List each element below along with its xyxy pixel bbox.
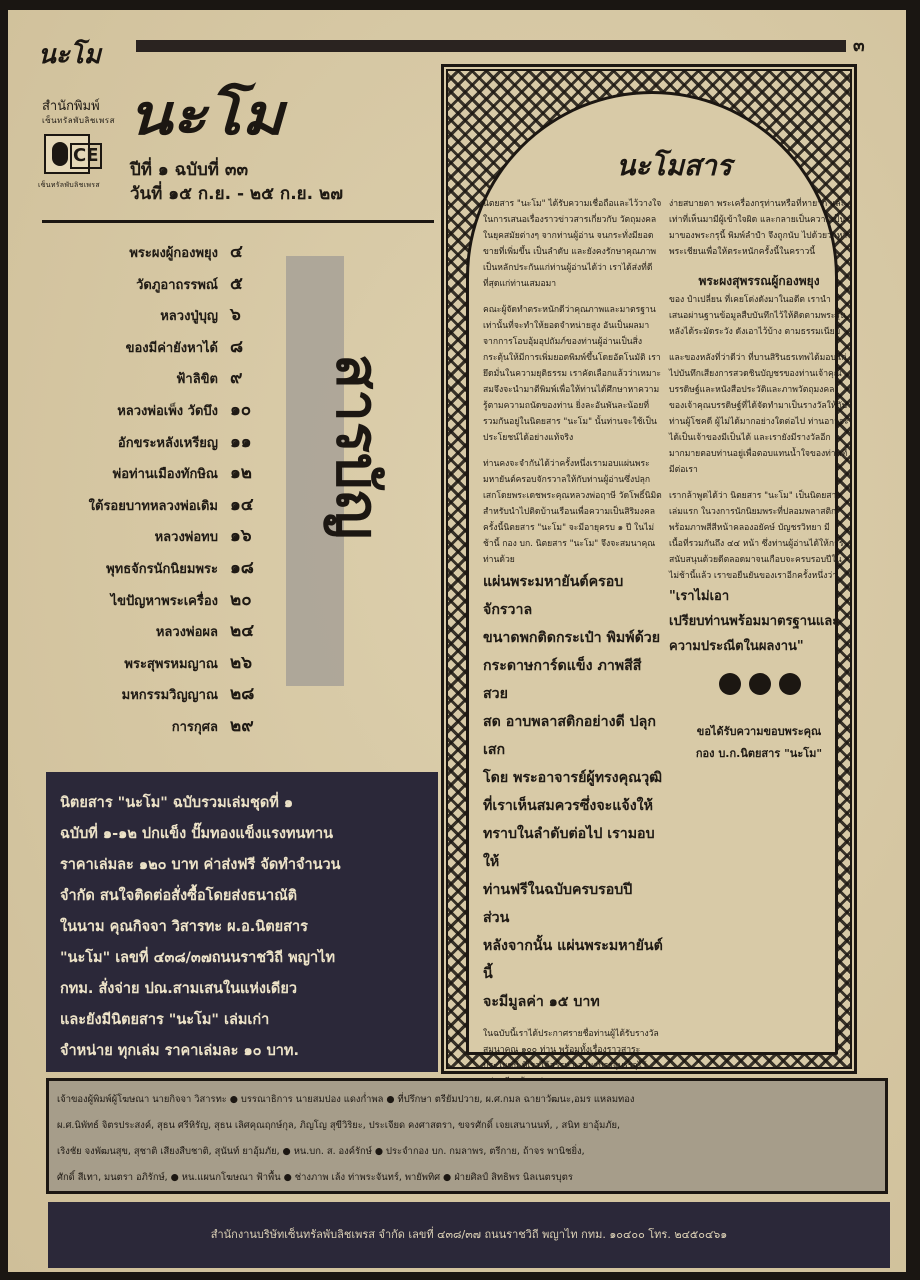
- toc-row[interactable]: [54, 459, 264, 491]
- editorial-paragraph: คณะผู้จัดทำตระหนักดีว่าคุณภาพและมาตรฐานเท่านั้นที่จะทำให้ยอดจำหน่ายสูง อันเป็นผลมาจากการโอบอุ้มอุปถัมภ์ของท่านผู้อ่านเป็นสิ่งกระตุ้นให้มีการเพิ่มยอดพิมพ์ขึ้นโดยอัตโนมัติ เรายึดมั่นในความยุติธรรม เราคัดเลือกแล้วว่าเหมาะสมจึงจะนำมาตีพิมพ์เพื่อให้ท่านได้ศึกษาหาความรู้ตามความถนัดของท่าน ยิ่งละอันพันละน้อยที่รวมกันอยู่ในนิตยสาร "นะโม" นั้นท่านจะใช้เป็นประโยชน์ได้อย่างแท้จริง: [483, 305, 662, 443]
- toc-page: ๒๘: [230, 684, 255, 705]
- toc-title: ของมีค่ายังหาได้: [125, 340, 218, 356]
- highlight-line: ทราบในลำดับต่อไป เรามอบให้: [483, 826, 655, 870]
- highlight-line: สด อาบพลาสติกอย่างดี ปลุกเสก: [483, 714, 656, 758]
- credits-line: ผ.ศ.นิพัทธ์ จิตรประสงค์, สุธน ศรีหิรัญ, สุธน เลิศคุณฤกษ์กุล, ภิญโญ สุขีวิริยะ, ประเจียด คงศาสตรา, ขจรศักดิ์ เจยเสนานนท์, , สนิท ยาอุ้มภัย,: [57, 1120, 620, 1131]
- logo-caption: เซ็นทรัลพับลิชเพรส: [38, 181, 100, 189]
- offer-line: ราคาเล่มละ ๑๒๐ บาท ค่าส่งฟรี จัดทำจำนวน: [60, 857, 341, 873]
- staff-credits: [46, 1078, 888, 1194]
- toc-title: ใต้รอยบาทหลวงพ่อเดิม: [88, 498, 218, 514]
- toc-title: ฟ้าลิขิต: [176, 372, 218, 388]
- toc-row[interactable]: [54, 396, 264, 428]
- highlight-line: โดย พระอาจารย์ผู้ทรงคุณวุฒิ: [483, 770, 663, 786]
- pledge-line: "เราไม่เอา: [669, 589, 730, 604]
- offer-line: จำหน่าย ทุกเล่ม ราคาเล่มละ ๑๐ บาท.: [60, 1043, 299, 1059]
- issue-info: [130, 158, 343, 206]
- pledge-line: ความประณีตในผลงาน": [669, 639, 804, 654]
- editorial-paragraph: และของหลังที่ว่าดีว่า ที่บานสิรินธรเทพได้มอบแก่ไปบันทึกเสียงการสวดชินบัญชรของท่านเจ้าคุณ บรรดิษฐ์และหนังสือประวัติและภาพวัตถุมงคลของเจ้าคุณบรรดิษฐ์ที่ได้จัดทำมาเป็นรางวัลให้กับท่านผู้โชคดี ผู้ไม่ได้มากอย่างใดต่อไป ท่านอาจจะได้เป็นเจ้าของมีเป็นได้ และเรายังมีรางวัลอีกมากมายตอบท่านอยู่เพื่อตอบแทนน้ำใจของท่านที่มีต่อเรา: [669, 353, 849, 475]
- highlight-line: แผ่นพระมหายันต์ครอบจักรวาล: [483, 574, 624, 618]
- toc-page: ๘: [230, 336, 244, 357]
- toc-title: ไขปัญหาพระเครื่อง: [110, 593, 218, 609]
- toc-row[interactable]: [54, 301, 264, 333]
- publisher-logo: [44, 134, 99, 174]
- toc-page: ๙: [230, 368, 243, 389]
- publisher-line-1: สำนักพิมพ์: [42, 99, 100, 114]
- editorial-right-column: [669, 196, 849, 765]
- editorial-box: [441, 64, 857, 1074]
- toc-title: การกุศล: [171, 719, 218, 735]
- toc-title: มหกรรมวิญญาณ: [121, 688, 218, 704]
- magazine-page: [8, 10, 906, 1272]
- editorial-title: นะโมสาร: [616, 149, 732, 182]
- highlight-line: จะมีมูลค่า ๑๕ บาท: [483, 994, 600, 1010]
- editorial-left-column: [483, 196, 663, 1090]
- editorial-highlight: [483, 568, 663, 1016]
- running-head-brand: นะโม: [38, 40, 101, 70]
- toc-page: ๔: [230, 242, 243, 262]
- publisher-line-2: เซ็นทรัลพับลิชเพรส: [42, 116, 115, 125]
- toc-row[interactable]: [54, 238, 264, 270]
- ornamental-border: [446, 69, 852, 1069]
- editorial-paragraph: ของ ป๋าเปลี่ยน ที่เคยโด่งดังมาในอดีต เรานำเสนอผ่านฐานข้อมูลสืบบันทึกไว้ให้ติดตามพระรุ่นหลังได้ระมัดระวัง ดังเอาไว้บ้าง ตามธรรมเนียม: [669, 295, 846, 337]
- editorial-arch: [466, 91, 849, 1071]
- offer-line: และยังมีนิตยสาร "นะโม" เล่มเก่า: [60, 1012, 270, 1028]
- signoff-line-2: กอง บ.ก.นิตยสาร "นะโม": [695, 747, 823, 760]
- offer-line: ฉบับที่ ๑-๑๒ ปกแข็ง ปั๊มทองแข็งแรงทนทาน: [60, 826, 334, 842]
- toc-row[interactable]: [54, 333, 264, 365]
- highlight-line: ท่านฟรีในฉบับครบรอบปี ส่วน: [483, 882, 633, 926]
- toc-row[interactable]: [54, 617, 264, 649]
- toc-page: ๑๑: [230, 431, 252, 452]
- offer-line: กทม. สั่งจ่าย ปณ.สามเสนในแห่งเดียว: [60, 981, 297, 997]
- toc-page: ๑๘: [230, 557, 254, 578]
- highlight-line: ขนาดพกติดกระเป๋า พิมพ์ด้วย: [483, 630, 661, 646]
- date-line: วันที่ ๑๕ ก.ย. - ๒๕ ก.ย. ๒๗: [130, 184, 343, 204]
- toc-title: หลวงพ่อทบ: [154, 530, 218, 546]
- editorial-paragraph: เรากล้าพูดได้ว่า นิตยสาร "นะโม" เป็นนิตยสารเล่มแรก ในวงการนักนิยมพระที่ปลอมพลาสติก พร้อมภาพสีสีหน้าคลองอยัคษ์ บัญชรวิทยา มีเนื้อที่รวมกันถึง ๔๔ หน้า ซึ่งท่านผู้อ่านได้ให้การสนับสนุนด้วยดีตลอดมาจนเกือบจะครบรอบปีในไม่ช้านี้แล้ว เราขอยืนยันของเราอีกครั้งหนึ่งว่า: [669, 491, 844, 581]
- editorial-paragraph: ในฉบับนี้เราได้ประกาศรายชื่อท่านผู้ได้รับรางวัลสมนาคุณ ๑๐๐ ท่าน พร้อมทั้งเรื่องราวสาระประโยชน์ ที่เราได้สรรหาเอามาบรรจุบรรจุไว้: [483, 1029, 659, 1071]
- toc-row[interactable]: [54, 554, 264, 586]
- toc-page: ๑๐: [230, 399, 252, 420]
- editorial-paragraph: นิตยสาร "นะโม" ได้รับความเชื่อถือและไว้วางใจ ในการเสนอเรื่องราวข่าวสารเกี่ยวกับ วัตถุมงคลในยุคสมัยต่างๆ จากท่านผู้อ่าน จนกระทั่งมียอดขายที่เพิ่มขึ้น เป็นลำดับ และยังคงรักษาคุณภาพเป็นหลักประกันแก่ท่านผู้อ่านได้ว่า เราได้ส่งที่ดีที่สุดแก่ท่านเสมอมา: [483, 199, 662, 289]
- editorial-signoff: [669, 721, 849, 765]
- toc-row[interactable]: [54, 712, 264, 744]
- toc-row[interactable]: [54, 586, 264, 618]
- masthead-title: นะโม: [128, 82, 284, 148]
- highlight-line: หลังจากนั้น แผ่นพระมหายันต์นี้: [483, 938, 663, 982]
- table-of-contents: [54, 238, 264, 744]
- toc-row[interactable]: [54, 522, 264, 554]
- toc-title: หลวงพ่อผล: [155, 625, 218, 641]
- toc-row[interactable]: [54, 428, 264, 460]
- toc-row[interactable]: [54, 649, 264, 681]
- bound-volume-offer: [46, 772, 438, 1072]
- logo-text: CE: [70, 143, 102, 169]
- editorial-paragraph: ท่านคงจะจำกันได้ว่าครั้งหนึ่งเรามอบแผ่นพระมหายันต์ครอบจักรวาลให้กับท่านผู้อ่านซึ่งปลุกเสกโดยพระเดชพระคุณหลวงพ่อฤาษี วัดโพธิ์นิมิตสำหรับนำไปติดบ้านเรือนเพื่อความเป็นสิริมงคล ครั้งนี้นิตยสาร "นะโม" จะมีอายุครบ ๑ ปี ในไม่ช้านี้ กอง บก. นิตยสาร "นะโม" จึงจะสมนาคุณท่านด้วย: [483, 459, 662, 565]
- logo-mark-icon: [52, 142, 68, 166]
- toc-title: วัดภูอาถรรพณ์: [136, 277, 218, 293]
- dot-icon: [779, 673, 801, 695]
- signoff-line-1: ขอได้รับความขอบพระคุณ: [696, 725, 822, 738]
- toc-page: ๕: [230, 273, 243, 294]
- toc-page: ๒๐: [230, 589, 252, 610]
- toc-page: ๑๔: [230, 494, 254, 515]
- toc-row[interactable]: [54, 364, 264, 396]
- publisher-label: [42, 100, 115, 128]
- page-number: ๓: [853, 36, 865, 56]
- dot-icon: [719, 673, 741, 695]
- toc-row[interactable]: [54, 270, 264, 302]
- pledge-line: เปรียบท่านพร้อมมาตรฐานและ: [669, 614, 840, 629]
- toc-title: พ่อท่านเมืองทักษิณ: [112, 467, 218, 483]
- toc-page: ๑๒: [230, 463, 252, 484]
- toc-title: พระสุพรหมญาณ: [124, 656, 218, 672]
- offer-line: นิตยสาร "นะโม" ฉบับรวมเล่มชุดที่ ๑: [60, 795, 294, 811]
- toc-title: อักขระหลังเหรียญ: [117, 435, 218, 451]
- toc-title: พระผงผู้กองพยุง: [129, 246, 218, 261]
- top-rule: [136, 40, 846, 52]
- office-address-footer: สำนักงานบริษัทเซ็นทรัลพับลิชเพรส จำกัด เลขที่ ๔๓๘/๓๗ ถนนราชวิถี พญาไท กทม. ๑๐๔๐๐ โทร. ๒๔๕๐๔๖๑: [48, 1202, 890, 1268]
- contents-heading: สารบัญ: [323, 353, 392, 540]
- offer-line: จำกัด สนใจติดต่อสั่งซื้อโดยส่งธนาณัติ: [60, 888, 298, 904]
- credits-line: เริงชัย จงพัฒนสุข, สุชาติ เสียงสืบชาติ, สุนันท์ ยาอุ้มภัย, ● หน.บก. ส. องค์รักษ์ ● ประจำกอง บก. กมลาพร, ตรีกาย, ถ้าจร พานิชยิ่ง,: [57, 1146, 585, 1157]
- toc-title: หลวงพ่อเพ็ง วัดบึง: [117, 403, 218, 419]
- offer-line: ในนาม คุณกิจจา วิสารทะ ผ.อ.นิตยสาร: [60, 919, 308, 935]
- toc-page: ๑๖: [230, 526, 252, 547]
- editorial-pledge: [669, 584, 849, 659]
- separator-dots: [669, 673, 849, 695]
- toc-title: พุทธจักรนักนิยมพระ: [106, 561, 218, 577]
- toc-page: ๒๖: [230, 652, 252, 673]
- offer-line: "นะโม" เลขที่ ๔๓๘/๓๗ถนนราชวิถี พญาไท: [60, 950, 335, 966]
- toc-title: หลวงปู่บุญ: [160, 309, 218, 325]
- toc-row[interactable]: [54, 680, 264, 712]
- toc-page: ๖: [230, 305, 241, 326]
- toc-page: ๒๔: [230, 621, 255, 642]
- highlight-line: กระดาษการ์ดแข็ง ภาพสีสีสวย: [483, 658, 642, 702]
- dot-icon: [749, 673, 771, 695]
- credits-line: เจ้าของผู้พิมพ์ผู้โฆษณา นายกิจจา วิสารทะ ● บรรณาธิการ นายสมปอง แดงก่ำพล ● ที่ปรึกษา ตรียัมปวาย, ผ.ศ.กมล ฉายาวัฒนะ,อมร แหลมทอง: [57, 1094, 635, 1105]
- toc-page: ๒๙: [230, 715, 254, 736]
- editorial-subhead: พระผงสุพรรณผู้กองพยุง: [698, 274, 820, 288]
- credits-line: ศักดิ์ สีเทา, มนตรา อภิรักษ์, ● หน.แผนกโฆษณา ฟ้าพื้น ● ช่างภาพ เล้ง ท่าพระจันทร์, พายัพทิศ ● ฝ่ายศิลป์ สิทธิพร นิลเนตรบุตร: [57, 1172, 573, 1183]
- masthead-rule: [42, 220, 434, 223]
- editorial-paragraph: ง่ายสบายตา พระเครื่องกรุท่านหรือที่หายาก และเท่าที่เห็นมามีผู้เข้าใจผิด และกลายเป็นความเป็นมาของพระกรุนี้ พิมพ์ลำปำ จึงถูกนับ ไปด้วยว่าหาพระเชียนเพื่อให้ตระหนักครั้งนี้ในคราวนี้: [669, 199, 848, 257]
- highlight-line: ที่เราเห็นสมควรซึ่งจะแจ้งให้: [483, 798, 653, 814]
- toc-row[interactable]: [54, 491, 264, 523]
- issue-line: ปีที่ ๑ ฉบับที่ ๓๓: [130, 160, 249, 180]
